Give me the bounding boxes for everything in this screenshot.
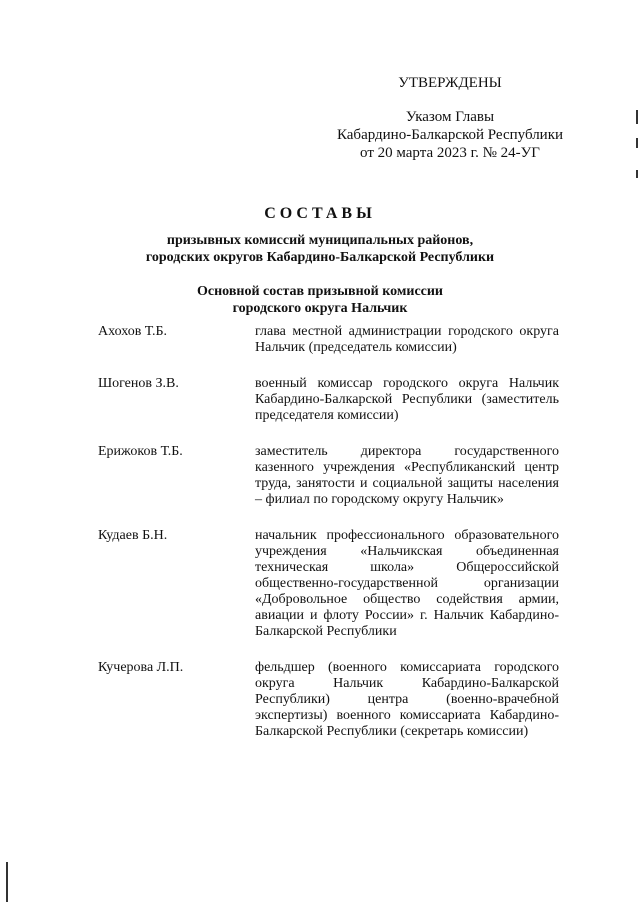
member-row	[98, 528, 562, 640]
section-heading	[0, 283, 640, 317]
scan-edge-mark	[6, 862, 8, 902]
member-role: заместитель директора государственного казенного учреждения «Республиканский центр труда, занятости и социальной защиты населения – филиал по городскому округу Нальчик»	[255, 444, 559, 507]
document-subtitle	[0, 232, 640, 266]
subtitle-line: городских округов Кабардино-Балкарской Республики	[145, 250, 495, 265]
members-list	[98, 324, 562, 760]
member-name: Кудаев Б.Н.	[98, 528, 168, 543]
scan-edge-mark	[636, 170, 638, 178]
scan-edge-mark	[636, 138, 638, 148]
member-role: военный комиссар городского округа Нальчик Кабардино-Балкарской Республики (заместитель председателя комиссии)	[255, 376, 559, 423]
section-heading-line: городского округа Нальчик	[232, 301, 408, 316]
member-row	[98, 660, 562, 740]
member-role: фельдшер (военного комиссариата городского округа Нальчик Кабардино-Балкарской Республики) центра (военно-врачебной экспертизы) военного комиссариата Кабардино-Балкарской Республики (секретарь комиссии)	[255, 660, 559, 739]
approval-line: Указом Главы	[405, 109, 495, 125]
approval-status: УТВЕРЖДЕНЫ	[398, 75, 502, 91]
member-role: начальник профессионального образовательного учреждения «Нальчикская объединенная техническая школа» Общероссийской общественно-государственной организации «Добровольное общество содействия армии, авиации и флоту России» г. Нальчик Кабардино-Балкарской Республики	[255, 528, 559, 639]
scan-edge-mark	[636, 110, 638, 124]
member-row	[98, 444, 562, 508]
document-title: СОСТАВЫ	[264, 205, 376, 222]
member-role: глава местной администрации городского округа Нальчик (председатель комиссии)	[255, 324, 559, 355]
member-name: Шогенов З.В.	[98, 376, 179, 391]
subtitle-line: призывных комиссий муниципальных районов,	[166, 233, 474, 248]
member-row	[98, 376, 562, 424]
approval-block	[330, 74, 570, 162]
section-heading-line: Основной состав призывной комиссии	[197, 284, 443, 299]
approval-line: Кабардино-Балкарской Республики	[336, 127, 564, 143]
member-name: Кучерова Л.П.	[98, 660, 184, 675]
member-name: Ерижоков Т.Б.	[98, 444, 183, 459]
member-row	[98, 324, 562, 356]
member-name: Ахохов Т.Б.	[98, 324, 167, 339]
approval-line: от 20 марта 2023 г. № 24-УГ	[360, 145, 540, 161]
